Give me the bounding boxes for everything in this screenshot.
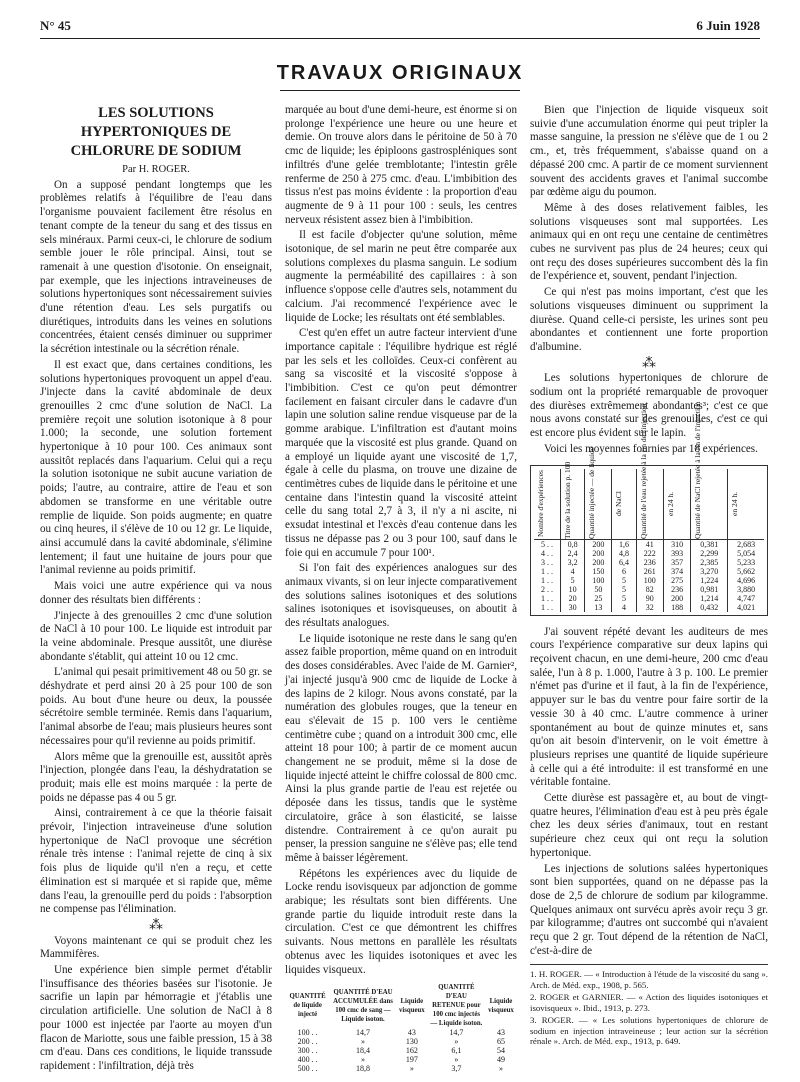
table-cell: 54 bbox=[496, 1046, 505, 1056]
paragraph: J'ai souvent répété devant les auditeurs de mes cours l'expérience comparative sur deux lapins qui reçoivent chacun, en une demi-heure, 200 cmc d'eau salée, l'un à 8 p. 1.000, l'autre à 3 p. 100. Le premier n'émet pas d'urine et il faut, à la fin de l'expérience, appuyer sur le bas du ventre pour faire sortir de la vessie 30 à 40 cmc. L'autre commence à uriner spontanément au bout de quinze minutes et, sans qu'on ait besoin d'intervenir, on le voit émettre à plusieurs reprises une quantité de liquide supérieure à celle qui a été introduite: il est transformé en une véritable fontaine. bbox=[530, 625, 768, 789]
table-cell: 236 bbox=[663, 585, 690, 594]
paragraph: Cette diurèse est passagère et, au bout de vingt-quatre heures, l'élimination d'eau est à peu près égale chez les deux séries d'animaux, tout en restant supérieure chez ceux qui ont reçu la solution hypertonique. bbox=[530, 792, 768, 859]
issue-date: 6 Juin 1928 bbox=[696, 18, 760, 33]
table-cell: 18,4 bbox=[356, 1046, 370, 1056]
retention-table bbox=[285, 983, 517, 1073]
table-cell: 14,7 bbox=[449, 1028, 464, 1038]
table-row bbox=[534, 567, 764, 576]
table-cell: 3,270 bbox=[691, 567, 728, 576]
table-cell: 41 bbox=[636, 539, 663, 549]
table-cell: 374 bbox=[663, 567, 690, 576]
table-cell: 3,7 bbox=[451, 1064, 462, 1074]
paragraph: Les solutions hypertoniques de chlorure de sodium ont la propriété remarquable de provoquer des diurèses extrêmement abondantes³; c'est ce que nous avons constaté sur des grenouilles, c'est ce qui est encore plus évident sur le lapin. bbox=[530, 372, 768, 440]
table-header bbox=[612, 469, 636, 540]
table-row bbox=[534, 576, 764, 585]
table-cell: 5,662 bbox=[728, 567, 764, 576]
table-header: QUANTITÉ D'EAU RETENUE pour 100 cmc injectés — Liquide isoton. bbox=[430, 984, 483, 1028]
column-2 bbox=[285, 104, 517, 1073]
section-separator: ⁂ bbox=[149, 917, 163, 933]
paragraph: marquée au bout d'une demi-heure, est énorme si on prolonge l'expérience une heure ou une heure et demie. On trouve alors dans le péritoine de 50 à 70 cmc de liquide; les épiploons gastrospléniques sont infiltrés d'une gelée tremblotante; l'intestin grêle renferme de 250 à 275 cmc. d'eau. L'imbibition des tissus n'est pas moins évidente : la proportion d'eau augmente de 9 à 11 pour 100 : seuls, les centres nerveux résistent assez bien à l'imbibition. bbox=[285, 104, 517, 226]
table-cell: 275 bbox=[663, 576, 690, 585]
table-cell: 5 bbox=[612, 585, 636, 594]
table-cell: » bbox=[454, 1037, 459, 1047]
table-cell: 393 bbox=[663, 549, 690, 558]
issue-number: N° 45 bbox=[40, 18, 71, 33]
table-cell: 82 bbox=[636, 585, 663, 594]
paragraph: Voyons maintenant ce qui se produit chez les Mammifères. bbox=[40, 934, 272, 961]
footnote: 1. H. ROGER. — « Introduction à l'étude de la viscosité du sang ». Arch. de Méd. exp., 1908, p. 565. bbox=[530, 969, 768, 990]
table-cell: 4,747 bbox=[728, 594, 764, 603]
paragraph: Répétons les expériences avec du liquide de Locke rendu isovisqueux par adjonction de gomme arabique; les résultats sont bien différents. Une grande partie du liquide introduit reste dans la circulation. C'est ce que démontrent les chiffres suivants. Nous mettons en parallèle les résultats obtenus avec les liquides isotoniques et avec les liquides visqueux. bbox=[285, 867, 517, 976]
table-header bbox=[534, 469, 561, 540]
paragraph: C'est qu'en effet un autre facteur intervient d'une importance capitale : l'équilibre hydrique est réglé par les sels et les colloïdes. Ceux-ci confèrent au sang sa viscosité et la viscosité s'oppose à l'imbibition. C'est ce qu'on peut démontrer facilement en faisant circuler dans le cadavre d'un lapin une solution saline rendue visqueuse par de la gomme arabique. L'infiltration est d'autant moins marquée que la viscosité est plus grande. Quand on a employé un liquide ayant une viscosité de 1,7, égale à celle du plasma, on trouve une dizaine de centimètres cubes de liquide dans le péritoine et une centaine dans l'intestin quand la viscosité atteint celle du sang total 2,7 à 3, il n'y a ni ascite, ni exsudat intestinal et l'excès d'eau contenue dans les tissus ne dépasse pas 2 ou 3 pour 100, sauf dans le foie qui en accumule 7 pour 100¹. bbox=[285, 327, 517, 559]
table-cell: 4,696 bbox=[728, 576, 764, 585]
table-cell: 188 bbox=[663, 603, 690, 612]
table-header: Liquide visqueux bbox=[398, 997, 425, 1014]
paragraph: Bien que l'injection de liquide visqueux soit suivie d'une accumulation énorme qui peut tripler la masse sanguine, la pression ne s'élève que de 1 ou 2 cm., et, très fréquemment, s'abaisse quand on a dépassé 200 cmc. A partir de ce moment surviennent souvent des accidents graves et l'animal succombe par œdème aigu du poumon. bbox=[530, 104, 768, 199]
table-header: QUANTITÉ de liquide injecté bbox=[289, 993, 326, 1019]
table-cell: » bbox=[409, 1064, 414, 1074]
paragraph: Il est facile d'objecter qu'une solution, même isotonique, de sel marin ne peut être comparée aux solutions complexes du plasma sanguin. Le sodium augmente la perméabilité des capillaires : à son influence s'oppose celle d'autres sels, notamment du calcium. J'ai recommencé l'expérience avec le liquide de Locke; les résultats ont été semblables. bbox=[285, 229, 517, 324]
table-row bbox=[285, 1037, 517, 1046]
section-separator: ⁂ bbox=[642, 355, 656, 371]
table-cell: 2,4 bbox=[561, 549, 585, 558]
table-cell: 0,8 bbox=[561, 539, 585, 549]
header-rule bbox=[40, 38, 760, 39]
table-cell: 5 . . bbox=[541, 539, 554, 549]
table-cell: 30 bbox=[561, 603, 585, 612]
table-cell: 14,7 bbox=[356, 1028, 370, 1038]
table-cell: 32 bbox=[636, 603, 663, 612]
table-cell: 1,224 bbox=[691, 576, 728, 585]
table-cell: 310 bbox=[663, 539, 690, 549]
footnotes bbox=[530, 964, 768, 1047]
table-row bbox=[534, 539, 764, 549]
experiments-table-header bbox=[534, 469, 764, 540]
paragraph: Les injections de solutions salées hypertoniques sont bien supportées, quand on ne dépasse pas la dose de 2,5 de chlorure de sodium par kilogramme. Quelques animaux ont survécu après avoir reçu 3 gr. par kilogramme; d'autres ont succombé qui n'avaient reçu que 2 gr. Tout dépend de la rétention de NaCl, c'est-à-dire de bbox=[530, 862, 768, 957]
table-cell: 5,233 bbox=[728, 558, 764, 567]
table-cell: 5,054 bbox=[728, 549, 764, 558]
table-cell: 400 . . bbox=[297, 1055, 318, 1065]
table-header-label: Titre de la solution p. 100 bbox=[563, 461, 573, 539]
table-cell: 25 bbox=[585, 594, 612, 603]
table-cell: 6,4 bbox=[612, 558, 636, 567]
paragraph: Si l'on fait des expériences analogues sur des animaux vivants, si on leur injecte comparativement des solutions salines isotoniques et des solutions salines isotoniques et isovisqueuses, on aboutit à des résultats analogues. bbox=[285, 562, 517, 630]
table-cell: 90 bbox=[636, 594, 663, 603]
table-header bbox=[636, 403, 663, 540]
table-cell: 6 bbox=[612, 567, 636, 576]
table-cell: 4,8 bbox=[612, 549, 636, 558]
table-cell: 13 bbox=[585, 603, 612, 612]
table-cell: 100 bbox=[585, 576, 612, 585]
paragraph: J'injecte à des grenouilles 2 cmc d'une solution de NaCl à 10 pour 100. Le liquide est introduit par la veine abdominale. Presque aussitôt, une diurèse abondante s'établit, qui atteint 10 ou 12 cmc. bbox=[40, 609, 272, 663]
table-cell: 162 bbox=[405, 1046, 418, 1056]
column-3 bbox=[530, 104, 768, 1049]
table-row bbox=[534, 558, 764, 567]
paragraph: Ce qui n'est pas moins important, c'est que les solutions visqueuses diminuent ou suppriment la diurèse. Quand celle-ci persiste, les urines sont peu abondantes et contiennent une forte proportion d'albumine. bbox=[530, 286, 768, 353]
table-cell: 4 bbox=[561, 567, 585, 576]
table-cell: 200 bbox=[585, 549, 612, 558]
table-cell: 2,683 bbox=[728, 539, 764, 549]
column-1 bbox=[40, 104, 272, 1076]
section-banner: TRAVAUX ORIGINAUX bbox=[276, 62, 524, 84]
banner-rule bbox=[280, 90, 520, 91]
table-header-label: Quantité injectée — de liquide bbox=[587, 446, 597, 539]
running-header bbox=[40, 18, 760, 38]
table-cell: 236 bbox=[636, 558, 663, 567]
table-cell: 1 . . bbox=[541, 593, 554, 603]
table-header bbox=[585, 446, 612, 540]
table-cell: 4 . . bbox=[541, 548, 554, 558]
table-header-label: Quantité de NaCl rejetée à la fin de l'injection bbox=[693, 401, 703, 539]
table-row bbox=[534, 585, 764, 594]
table-cell: 2,385 bbox=[691, 558, 728, 567]
table-cell: 50 bbox=[585, 585, 612, 594]
table-cell: 0,432 bbox=[691, 603, 728, 612]
table-cell: 357 bbox=[663, 558, 690, 567]
table-cell: 197 bbox=[405, 1055, 418, 1065]
table-cell: 5 bbox=[612, 576, 636, 585]
table-cell: 1 . . bbox=[541, 575, 554, 585]
paragraph: Ainsi, contrairement à ce que la théorie faisait prévoir, l'injection intraveineuse d'une solution hypertonique de NaCl provoque une sécrétion rénale très intense : l'animal rejette de cinq à six fois plus de liquide qu'il n'en a reçu, et cette élimination est si marquée et si rapide que, même dans l'eau, la grenouille perd du poids : l'absorption ne compense pas l'élimination. bbox=[40, 807, 272, 916]
table-cell: 0,981 bbox=[691, 585, 728, 594]
table-cell: 49 bbox=[496, 1055, 505, 1065]
table-cell: 5 bbox=[612, 594, 636, 603]
table-cell: 1,6 bbox=[612, 539, 636, 549]
paragraph: Même à des doses relativement faibles, les solutions visqueuses sont mal supportées. Les animaux qui en ont reçu une centaine de centimètres cubes ne survivent pas plus de 24 heures; ceux qui ont reçu des doses supérieures succombent dès la fin de l'expérience et, souvent, pendant l'injection. bbox=[530, 201, 768, 283]
table-row bbox=[285, 1064, 517, 1073]
table-cell: » bbox=[498, 1064, 503, 1074]
footnote: 3. ROGER. — « Les solutions hypertoniques de chlorure de sodium en injection intraveineuse ; leur action sur la sécrétion rénale ». Arch. de Méd. exp., 1913, p. 649. bbox=[530, 1015, 768, 1047]
table-cell: 3,880 bbox=[728, 585, 764, 594]
table-cell: » bbox=[361, 1055, 365, 1065]
table-cell: 2,299 bbox=[691, 549, 728, 558]
table-header-label: en 24 h. bbox=[665, 491, 675, 516]
table-cell: 200 bbox=[663, 594, 690, 603]
table-cell: 65 bbox=[496, 1037, 505, 1047]
table-header bbox=[663, 469, 690, 540]
table-row bbox=[534, 594, 764, 603]
table-cell: 300 . . bbox=[297, 1046, 318, 1056]
paragraph: Alors même que la grenouille est, aussitôt après l'injection, plongée dans l'eau, la déshydratation se produit; mais elle est moins marquée : la perte de poids ne dépasse pas 4 ou 5 gr. bbox=[40, 750, 272, 804]
table-header-label: Quantité de l'eau rejetée à la fin de l'injection bbox=[638, 403, 648, 539]
table-cell: 150 bbox=[585, 567, 612, 576]
table-cell: » bbox=[361, 1037, 365, 1047]
table-cell: 3 . . bbox=[541, 557, 554, 567]
table-header: Liquide visqueux bbox=[488, 997, 514, 1014]
table-cell: 100 . . bbox=[297, 1028, 318, 1038]
article-title: LES SOLUTIONS HYPERTONIQUES DE CHLORURE DE SODIUM bbox=[70, 105, 242, 159]
table-cell: 200 bbox=[585, 539, 612, 549]
table-header-label: en 24 h. bbox=[730, 491, 740, 516]
table-cell: 200 bbox=[585, 558, 612, 567]
table-cell: 0,381 bbox=[691, 539, 728, 549]
table-cell: 1 . . bbox=[541, 602, 554, 612]
table-cell: 100 bbox=[636, 576, 663, 585]
paragraph: Le liquide isotonique ne reste dans le sang qu'en assez faible proportion, même quand on en introduit des doses considérables. Avec l'aide de M. Garnier², j'ai injecté jusqu'à 900 cmc de liquide de Locke à des lapins de 2 kilogr. Nous avons constaté, par la numération des globules rouges, que la teneur en eau s'élevait de 15 p. 100 vers le centième centimètre cube ; quand on a introduit 300 cmc, elle atteint 18 pour 100; à partir de ce moment aucun changement ne se produit, même si la dose de liquide injecté atteint le chiffre colossal de 800 cmc. Ainsi la plus grande partie de l'eau est rejetée ou déposée dans les tissus, tandis que le système circulatoire, grâce à son élasticité, se laisse distendre. Contrairement à ce qu'on aurait pu penser, la pression sanguine ne s'élève pas; elle tend même à baisser légèrement. bbox=[285, 632, 517, 864]
table-cell: 500 . . bbox=[297, 1064, 318, 1074]
footnote: 2. ROGER et GARNIER. — « Action des liquides isotoniques et isovisqueux ». Ibid., 1913, p. 273. bbox=[530, 992, 768, 1013]
table-header bbox=[691, 401, 728, 540]
table-cell: 20 bbox=[561, 594, 585, 603]
table-header bbox=[561, 461, 585, 540]
table-cell: 2 . . bbox=[541, 584, 554, 594]
table-row bbox=[285, 1046, 517, 1055]
table-row bbox=[534, 603, 764, 612]
table-cell: 10 bbox=[561, 585, 585, 594]
retention-table-body bbox=[285, 1028, 517, 1073]
table-cell: 130 bbox=[405, 1037, 418, 1047]
table-row bbox=[285, 1028, 517, 1037]
table-cell: 6,1 bbox=[451, 1046, 462, 1056]
table-header bbox=[728, 469, 764, 540]
table-row bbox=[534, 549, 764, 558]
table-cell: 4,021 bbox=[728, 603, 764, 612]
paragraph: Voici les moyennes fournies par 18 expériences. bbox=[544, 442, 758, 455]
experiments-table-body bbox=[534, 539, 764, 612]
article-author: Par H. ROGER. bbox=[122, 164, 190, 175]
table-header-label: de NaCl bbox=[614, 491, 624, 516]
table-cell: 43 bbox=[496, 1028, 505, 1038]
table-cell: 1,214 bbox=[691, 594, 728, 603]
paragraph: On a supposé pendant longtemps que les problèmes relatifs à l'équilibre de l'eau dans l'organisme pouvaient facilement être résolus en tenant compte de la teneur du sang et des tissus en sels minéraux. Parmi ceux-ci, le chlorure de sodium semble jouer le rôle principal. Ainsi, tout se ramenait à une question d'isotonie. On enseignait, par exemple, que les injections intraveineuses de solutions hypertoniques sont nécessairement suivies d'une rétention d'eau. Les sels purgatifs ou diurétiques, introduits dans les veines en solutions concentrées, étaient censés diminuer ou supprimer la sécrétion intestinale ou la sécrétion rénale. bbox=[40, 178, 272, 356]
table-header-label: Nombre d'expériences bbox=[536, 470, 545, 538]
paragraph: L'animal qui pesait primitivement 48 ou 50 gr. se déshydrate et perd ainsi 20 à 25 pour 100 de son poids. Au bout d'une heure ou deux, la poussée sécrétoire semble terminée. Remis dans l'aquarium, l'animal absorbe de l'eau; mais plusieurs heures sont nécessaires pour qu'il revienne au poids primitif. bbox=[40, 666, 272, 747]
table-header: QUANTITÉ D'EAU ACCUMULÉE dans 100 cmc de sang — Liquide isoton. bbox=[333, 988, 393, 1023]
table-row bbox=[285, 1055, 517, 1064]
table-cell: 222 bbox=[636, 549, 663, 558]
paragraph: Il est exact que, dans certaines conditions, les solutions hypertoniques provoquent un appel d'eau. J'injecte dans la cavité abdominale de deux grenouilles 2 cmc d'une solution de NaCl. La première reçoit une solution isotonique à 8 pour 1.000; la seconde, une solution fortement hypertonique à 10 pour 100. Ces animaux sont aussitôt replacés dans l'aquarium. Celui qui a reçu la solution isotonique ne subit aucune variation de poids; l'autre, au contraire, attire de l'eau et son abdomen se transforme en une véritable outre remplie de liquide. Son poids augmente; en quatre ou cinq heures, il s'élève de 10 ou 12 gr. Le liquide, ainsi accumulé dans la cavité abdominale, s'élimine lentement; il faut une huitaine de jours pour que l'animal revienne au poids primitif. bbox=[40, 358, 272, 577]
table-cell: 261 bbox=[636, 567, 663, 576]
table-cell: » bbox=[454, 1055, 459, 1065]
table-cell: 200 . . bbox=[297, 1037, 318, 1047]
table-cell: 5 bbox=[561, 576, 585, 585]
table-cell: 18,8 bbox=[356, 1064, 370, 1074]
table-cell: 3,2 bbox=[561, 558, 585, 567]
paragraph: Une expérience bien simple permet d'établir l'insuffisance des théories basées sur l'isotonie. Je sacrifie un lapin par hémorragie et j'établis une circulation artificielle. Une solution de NaCl à 8 pour 1000 est injectée par l'aorte au moyen d'un flacon de Mariotte, sous une faible pression, 15 à 38 cm d'eau. Dans ces conditions, le liquide transsude rapidement : l'infiltration, déjà très bbox=[40, 964, 272, 1072]
table-cell: 1 . . bbox=[541, 566, 554, 576]
paragraph: Mais voici une autre expérience qui va nous donner des résultats bien différents : bbox=[40, 580, 272, 606]
table-cell: 4 bbox=[612, 603, 636, 612]
table-cell: 43 bbox=[407, 1028, 416, 1038]
